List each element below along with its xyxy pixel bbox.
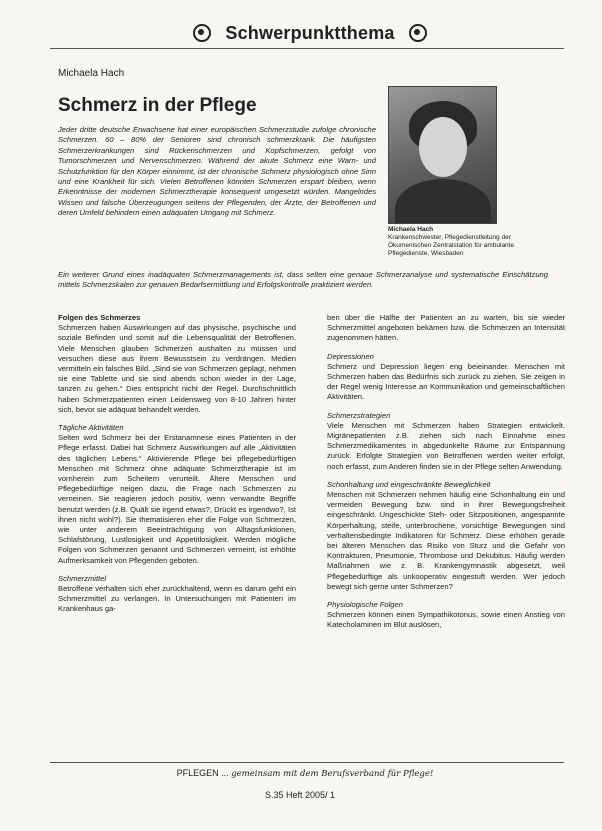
section-block — [327, 313, 565, 344]
section-text: Schmerzen können einen Sympathikotonus, sowie einen Anstieg von Katecholaminen im Blut auslösen, — [327, 610, 565, 630]
section-heading: Schmerzmittel — [58, 573, 107, 583]
right-column — [327, 313, 565, 639]
section-block — [327, 600, 565, 631]
article-author: Michaela Hach — [58, 68, 125, 79]
article-title: Schmerz in der Pflege — [58, 95, 257, 116]
section-heading: Schmerzstrategien — [327, 410, 391, 420]
section-block — [58, 313, 296, 415]
section-block — [327, 352, 565, 403]
photo-body — [395, 179, 491, 224]
photo-face — [419, 117, 467, 177]
section-block — [58, 423, 296, 566]
article-abstract: Jeder dritte deutsche Erwachsene hat einer europäischen Schmerzstudie zufolge chronische Schmerzen. 60 – 80% der Senioren sind chronisch schmerzkrank. Die häufigsten Schmerzerkrankungen sind Rückenschmerzen und Kopfschmerzen, gefolgt von Tumorschmerzen und Nervenschmerzen. Während der akute Schmerz eine Warn- und Schutzfunktion für den Körper einnimmt, ist der chronische Schmerz physiologisch ohne Sinn und eine Krankheit für sich. Vielen Betroffenen könnten Schmerzen erspart bleiben, wenn Erkenntnisse der modernen Schmerztherapie konsequent umgesetzt würden. Mangelndes Wissen und falsche Überzeugungen seitens der Pflegenden, der Ärzte, der Betroffenen und deren Umfeld behindern einen adäquaten Umgang mit Schmerz. — [58, 125, 376, 218]
page-number: S.35 Heft 2005/ 1 — [264, 790, 336, 800]
section-heading: Physiologische Folgen — [327, 600, 403, 610]
section-header — [175, 18, 445, 48]
photo-caption — [388, 226, 548, 258]
footer-brand: PFLEGEN ... — [176, 768, 229, 778]
footer-rule — [50, 762, 564, 763]
footer-slogan: gemeinsam mit dem Berufsverband für Pflege! — [231, 769, 434, 779]
left-ornament-icon — [193, 24, 211, 42]
section-heading: Schonhaltung und eingeschränkte Beweglichkeit — [327, 479, 491, 489]
section-text: Selten wird Schmerz bei der Erstanamnese eines Patienten in der Pflege erfasst. Dabei hat Schmerz Auswirkungen auf alle „Aktivitäten des täglichen Lebens.“ Aktivierende Pflege bei pflegebedürftigen Menschen mit Schmerz ohne adäquate Schmerztherapie ist im vornherein zum Scheitern verurteilt. Ältere Menschen und Pflegebedürftige neigen dazu, die Frage nach Schmerzen zu verneinen. Sie reagieren jedoch positiv, wenn verwandte Begriffe benutzt werden (z.B. Quält sie irgend etwas?, Drückt es irgendwo?, Ist ihnen nicht wohl?). Sie thematisieren eher die Folge von Schmerzen, wie unter anderem Beeinträchtigung von Alltagsfunktionen, Schlafstörung, Lustlosigkeit und Appetitlosigkeit. Werden mögliche Folgen von Schmerzen genannt und Schmerzen verneint, ist erhöhte Aufmerksamkeit von Pflegenden geboten. — [58, 433, 296, 565]
section-text: Schmerzen haben Auswirkungen auf das physische, psychische und soziale Befinden und somit auf die Lebensqualität der Betroffenen. Viele Menschen glauben Schmerzen aushalten zu müssen und versuchen diese aus ihrem Bewusstsein zu verdrängen. Medien vermitteln ein falsches Bild. „Sind sie von Schmerzen geplagt, nehmen sie eine Tablette und sie sind abends schon wieder in der Lage, tanzen zu gehen.“ Dies entspricht nicht der Regel. Durchschnittlich haben Schmerzpatienten einen Leidensweg von 8-10 Jahren hinter sich, bevor sie adäquat behandelt werden. — [58, 323, 296, 414]
left-column — [58, 313, 296, 623]
section-text: Menschen mit Schmerzen nehmen häufig eine Schonhaltung ein und vermeiden Bewegung bzw. sind in ihrer Bewegungsfreiheit eingeschränkt. Ungeschickte Steh- oder Sitzpositionen, angespannte Körperhaltung, steife, unterbrochene, vorsichtige Bewegungen sind verhaltensbedingte Indikatoren für Schmerz. Diese erhöhen gerade bei älteren Menschen das Risiko von Sturz und die Gefahr von Kontrakturen, Pneumonie, Thrombose und Dekubitus. Häufig werden Maßnahmen wie z. B. Krankengymnastik abgesetzt, weil Pflegebedürftige als unkooperativ eingestuft werden. Wer jedoch bewegt sich gerne unter Schmerzen? — [327, 490, 565, 591]
right-ornament-icon — [409, 24, 427, 42]
header-rule — [50, 48, 564, 49]
section-heading: Tägliche Aktivitäten — [58, 423, 124, 433]
author-photo — [388, 86, 497, 224]
section-heading: Folgen des Schmerzes — [58, 313, 141, 322]
section-heading: Depressionen — [327, 351, 374, 361]
section-block — [327, 411, 565, 472]
footer-slogan-line — [140, 768, 470, 779]
section-text: Viele Menschen mit Schmerzen haben Strategien entwickelt. Migränepatienten z.B. ziehen sich nach Einnahme eines Schmerzmedikamentes in abgedunkelte Räume zur Entspannung zurück. Erfolgte Strategien von Betroffenen werden weiter erfolgt, noch erfasst, zum Anderen finden sie in der Pflege selten Anwendung. — [327, 420, 565, 471]
caption-line: Ökumenischen Zentralstation für ambulante — [388, 242, 515, 249]
section-text: ben über die Hälfte der Patienten an zu warten, bis sie wieder Schmerzmittel angeboten bekämen bzw. die Schmerzen an Intensität zugenommen hätten. — [327, 313, 565, 343]
caption-line: Pflegedienste, Wiesbaden — [388, 250, 464, 257]
article-abstract-continued: Ein weiterer Grund eines inadäquaten Schmerzmanagements ist, dass selten eine genaue Schmerzanalyse und systematische Einschätzung mittels Schmerzskalen zur genauen Bedarfsermittlung und Erfolgskontrolle praktiziert werden. — [58, 270, 548, 290]
section-text: Schmerz und Depression liegen eng beieinander. Menschen mit Schmerzen haben das Bedürfnis sich zurück zu ziehen. Sie zeigen in der Regel wenig Interesse an Kommunikation und gemeinschaftlichen Aktivitäten. — [327, 361, 565, 402]
section-text: Betroffene verhalten sich eher zurückhaltend, wenn es darum geht ein Schmerzmittel zu verlangen. In Untersuchungen mit Patienten im Krankenhaus ga- — [58, 584, 296, 614]
caption-name: Michaela Hach — [388, 226, 434, 233]
caption-line: Krankenschwester, Pflegedienstleitung der — [388, 234, 511, 241]
section-block — [327, 480, 565, 592]
section-title: Schwerpunktthema — [225, 22, 395, 43]
section-block — [58, 574, 296, 615]
